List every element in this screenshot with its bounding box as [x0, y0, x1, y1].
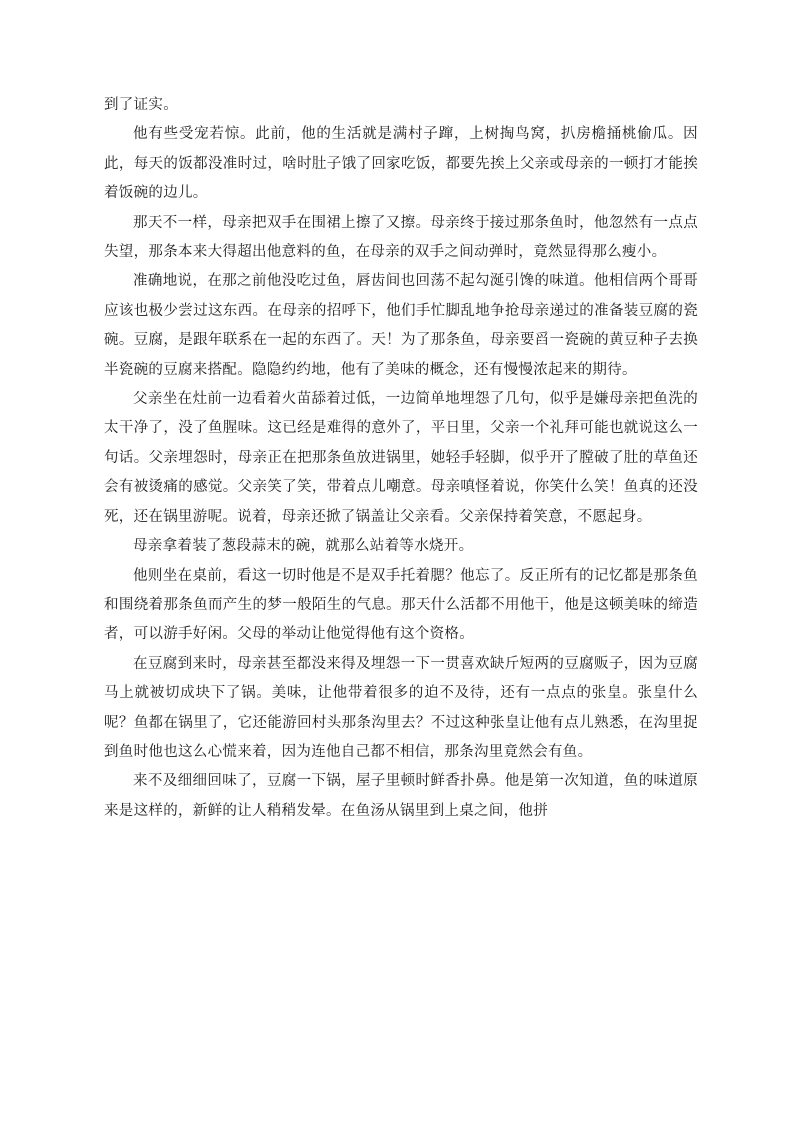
paragraph: 来不及细细回味了，豆腐一下锅，屋子里顿时鲜香扑鼻。他是第一次知道，鱼的味道原来是这样的，新鲜的让人稍稍发晕。在鱼汤从锅里到上桌之间，他拼	[104, 773, 698, 819]
paragraph: 母亲拿着装了葱段蒜末的碗，就那么站着等水烧开。	[133, 538, 474, 555]
paragraph: 父亲坐在灶前一边看着火苗舔着过低，一边简单地埋怨了几句，似乎是嫌母亲把鱼洗的太干净了，没了鱼腥味。这已经是难得的意外了，平日里，父亲一个礼拜可能也就说这么一句话。父亲埋怨时，母亲正在把那条鱼放进锅里，她轻手轻脚，似乎开了膛破了肚的草鱼还会有被烫痛的感觉。父亲笑了笑，带着点儿嘲意。母亲嗔怪着说，你笑什么笑！鱼真的还没死，还在锅里游呢。说着，母亲还掀了锅盖让父亲看。父亲保持着笑意，不愿起身。	[104, 391, 698, 525]
paragraph: 他有些受宠若惊。此前，他的生活就是满村子蹿，上树掏鸟窝，扒房檐捅桃偷瓜。因此，每天的饭都没准时过，啥时肚子饿了回家吃饭，都要先挨上父亲或母亲的一顿打才能挨着饭碗的边儿。	[104, 126, 698, 202]
paragraph: 他则坐在桌前，看这一切时他是不是双手托着腮？他忘了。反正所有的记忆都是那条鱼和围绕着那条鱼而产生的梦一般陌生的气息。那天什么活都不用他干，他是这顿美味的缔造者，可以游手好闲。父母的举动让他觉得他有这个资格。	[104, 567, 698, 643]
paragraph: 准确地说，在那之前他没吃过鱼，唇齿间也回荡不起勾涎引馋的味道。他相信两个哥哥应该也极少尝过这东西。在母亲的招呼下，他们手忙脚乱地争抢母亲递过的准备装豆腐的瓷碗。豆腐，是跟年联系在一起的东西了。天！为了那条鱼，母亲要舀一瓷碗的黄豆种子去换半瓷碗的豆腐来搭配。隐隐约约地，他有了美味的概念，还有慢慢浓起来的期待。	[104, 273, 698, 378]
paragraph-continuation: 到了证实。	[104, 97, 178, 113]
paragraph: 那天不一样，母亲把双手在围裙上擦了又擦。母亲终于接过那条鱼时，他忽然有一点点失望，那条本来大得超出他意料的鱼，在母亲的双手之间动弹时，竟然显得那么瘦小。	[104, 214, 698, 261]
paragraph: 在豆腐到来时，母亲甚至都没来得及埋怨一下一贯喜欢缺斤短两的豆腐贩子，因为豆腐马上就被切成块下了锅。美味，让他带着很多的迫不及待，还有一点点的张皇。张皇什么呢？鱼都在锅里了，它还能游回村头那条沟里去？不过这种张皇让他有点儿熟悉，在沟里捉到鱼时他也这么心慌来着，因为连他自己都不相信，那条沟里竟然会有鱼。	[104, 655, 698, 760]
